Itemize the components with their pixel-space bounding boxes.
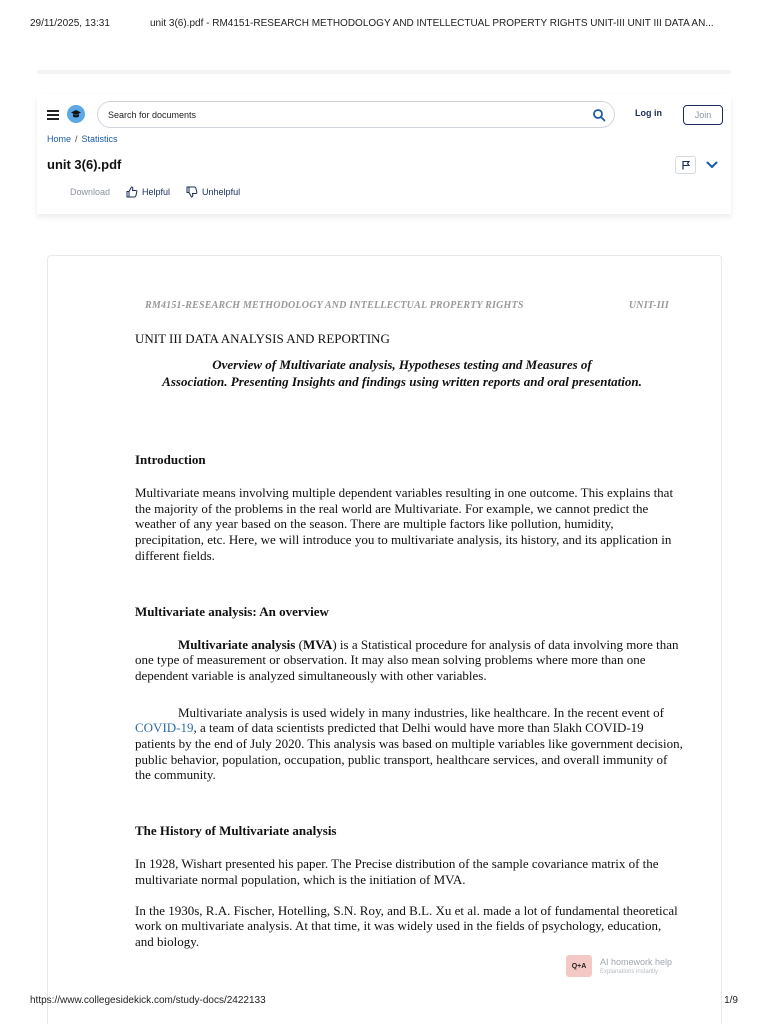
history-heading: The History of Multivariate analysis [135, 823, 337, 839]
search-input[interactable] [108, 107, 568, 123]
introduction-paragraph: Multivariate means involving multiple dependent variables resulting in one outcome. This explains that the majority of the problems in the real world are Multivariate. For example, we cannot predict the weather of any year based on the season. There are multiple factors like pollution, humidity, precipitation, etc. Here, we will introduce you to multivariate analysis, its history, and its application in different fields. [135, 485, 674, 563]
thumbs-up-icon [126, 186, 138, 198]
running-head [145, 300, 669, 311]
mva-definition-paragraph: Multivariate analysis (MVA) is a Statistical procedure for analysis of data involving more than one type of measurement or observation. It may also mean solving problems where more than one dependent variable is analyzed simultaneously with other variables. [135, 636, 679, 683]
print-page-title: unit 3(6).pdf - RM4151-RESEARCH METHODOLOGY AND INTELLECTUAL PROPERTY RIGHTS UNIT-III UNIT III DATA AN... [150, 18, 714, 29]
top-divider [37, 70, 731, 74]
search-box [97, 101, 615, 128]
history-paragraph-2: In the 1930s, R.A. Fischer, Hotelling, S.N. Roy, and B.L. Xu et al. made a lot of fundamental theoretical work on multivariate analysis. At that time, it was widely used in the fields of psychology, education, and biology. [135, 902, 678, 949]
introduction-heading: Introduction [135, 452, 206, 467]
download-button[interactable]: Download [70, 187, 111, 197]
unhelpful-label: Unhelpful [202, 187, 241, 197]
unit-title: UNIT III DATA ANALYSIS AND REPORTING [135, 331, 390, 346]
thumbs-down-icon [186, 186, 198, 198]
report-flag-button[interactable] [675, 156, 696, 174]
ai-homework-help-widget[interactable] [566, 955, 672, 977]
covid-paragraph: Multivariate analysis is used widely in many industries, like healthcare. In the recent event of COVID-19, a team of data scientists predicted that Delhi would have more than 5lakh COVID-19 patients by the end of July 2020. This analysis was based on multiple variables like government decision, public behavior, population, occupation, public transport, healthcare services, and overall immunity of the community. [135, 704, 683, 783]
hamburger-menu-icon[interactable] [47, 110, 59, 120]
history-paragraph-1: In 1928, Wishart presented his paper. The Precise distribution of the sample covariance matrix of the multivariate normal population, which is the initiation of MVA. [135, 856, 659, 887]
expand-button[interactable] [703, 156, 721, 174]
homework-help-subtitle: Explanations instantly [600, 969, 659, 975]
document-content [135, 300, 685, 950]
breadcrumb [47, 134, 118, 144]
mva-term: Multivariate analysis [178, 636, 296, 652]
running-head-unit: UNIT-III [628, 300, 669, 311]
unit-subtitle [135, 356, 669, 390]
breadcrumb-separator: / [75, 134, 78, 144]
covid-link[interactable]: COVID-19 [135, 720, 194, 736]
subtitle-line-1: Overview of Multivariate analysis, Hypotheses testing and Measures of [212, 357, 592, 372]
flag-icon [681, 160, 691, 170]
join-button[interactable]: Join [683, 105, 723, 125]
chevron-down-icon [706, 161, 718, 169]
breadcrumb-home[interactable]: Home [47, 134, 72, 144]
print-page-number: 1/9 [724, 995, 738, 1006]
document-title: unit 3(6).pdf [47, 157, 122, 172]
login-link[interactable]: Log in [635, 108, 662, 118]
document-actions [70, 186, 256, 198]
mva-abbreviation: MVA [302, 636, 333, 652]
search-icon[interactable] [592, 108, 606, 122]
breadcrumb-statistics[interactable]: Statistics [81, 134, 118, 144]
helpful-button[interactable] [126, 186, 170, 198]
print-url: https://www.collegesidekick.com/study-docs/2422133 [30, 995, 266, 1006]
site-header [37, 94, 731, 214]
helpful-label: Helpful [142, 187, 171, 197]
homework-help-title: AI homework help [600, 957, 673, 967]
print-header [30, 18, 738, 29]
subtitle-line-2: Association. Presenting Insights and findings using written reports and oral presentation. [162, 374, 642, 389]
graduation-cap-logo-icon[interactable] [67, 105, 85, 123]
unhelpful-button[interactable] [186, 186, 240, 198]
print-datetime: 29/11/2025, 13:31 [30, 18, 110, 29]
print-footer [30, 995, 738, 1006]
running-head-course: RM4151-RESEARCH METHODOLOGY AND INTELLECTUAL PROPERTY RIGHTS [145, 300, 524, 311]
qa-icon: Q+A [566, 955, 592, 977]
overview-heading: Multivariate analysis: An overview [135, 603, 329, 619]
